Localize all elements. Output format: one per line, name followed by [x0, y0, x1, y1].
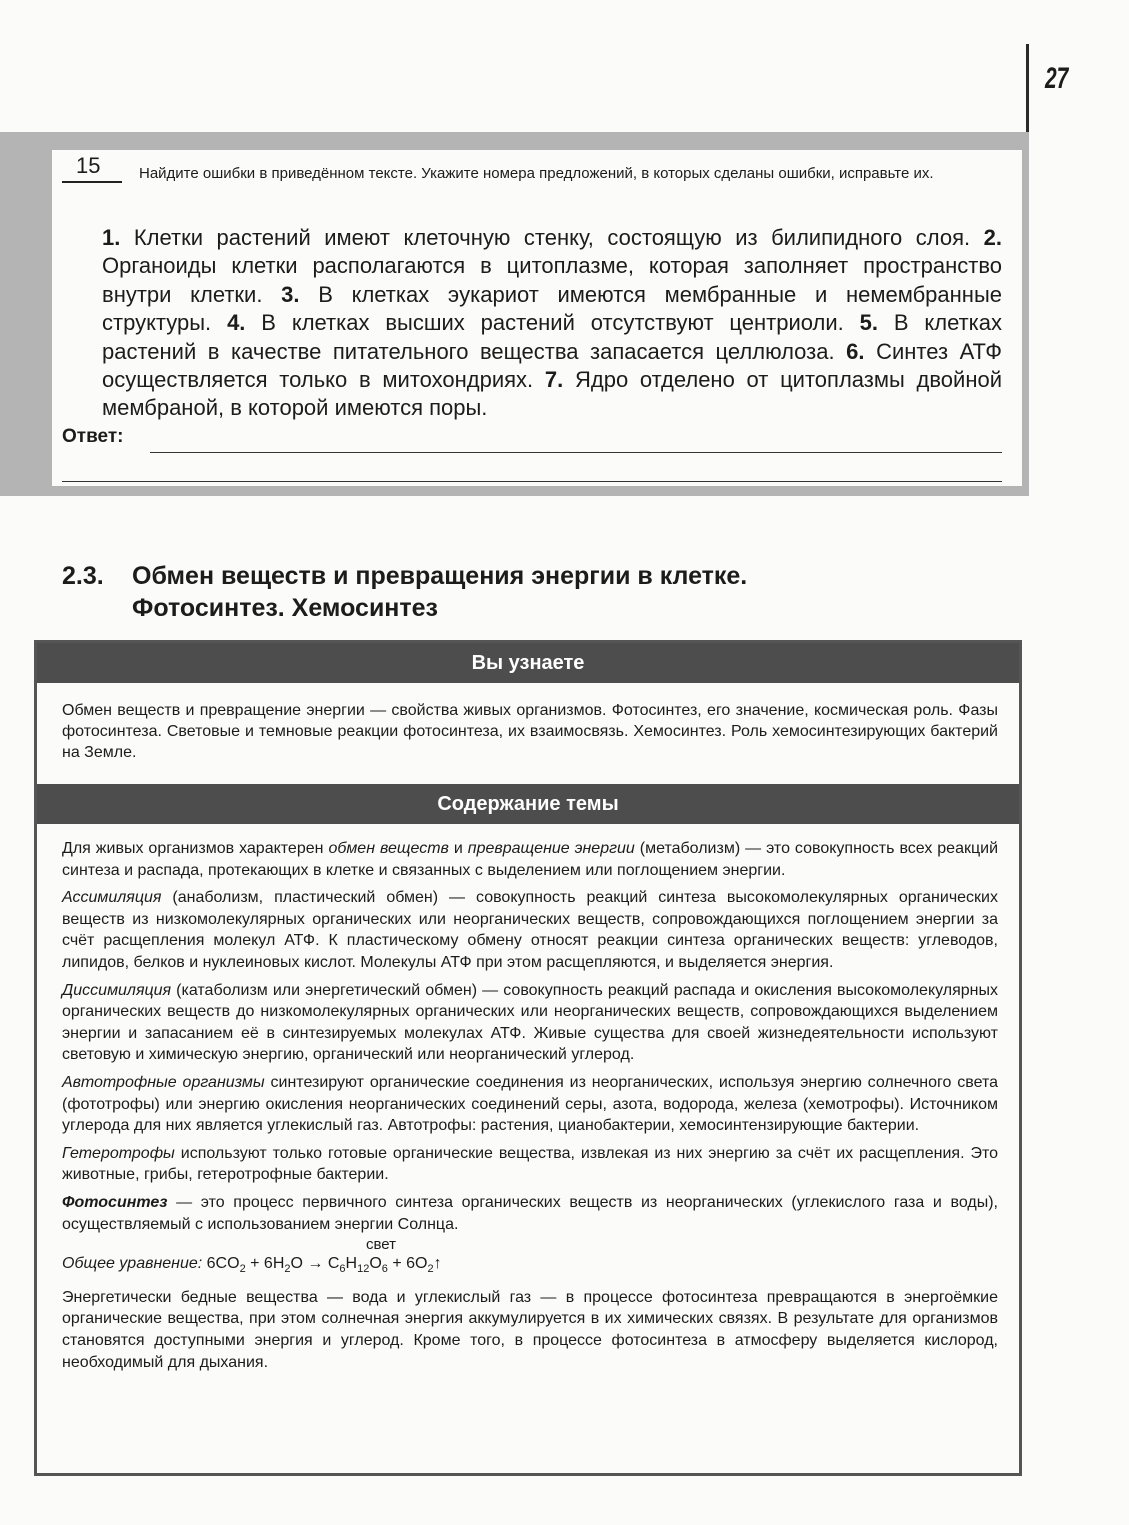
answer-line[interactable]	[150, 452, 1002, 453]
text: используют только готовые органические вещества, извлекая из них энергию за счёт их расщепления. Это животные, грибы, гетеротрофные бактерии.	[62, 1144, 998, 1184]
sentence-text: В клетках растений в качестве питательного вещества запасается целлюлоза.	[102, 310, 1003, 364]
sentence-number: 2.	[983, 225, 1002, 250]
sentence-text: Клетки растений имеют клеточную стенку, состоящую из билипидного слоя.	[133, 225, 971, 250]
sentence-text: Синтез АТФ осуществляется только в митохондриях.	[102, 338, 1002, 393]
task-number: 15	[76, 153, 101, 178]
term: Автотрофные организмы	[62, 1073, 265, 1091]
text: (катаболизм или энергетический обмен) — совокупность реакций распада и окисления высокомолекулярных органических веществ до низкомолекулярных органических или неорганических веществ, сопровождающихся выделением энергии и запасанием её в синтезируемых молекулах АТФ. Живые существа для своей жизнедеятельности используют световую и химическую энергию, органический или неорганический углерод.	[62, 981, 998, 1064]
term: Гетеротрофы	[62, 1144, 175, 1162]
sentence-number: 7.	[544, 367, 564, 393]
term: Диссимиляция	[62, 981, 172, 999]
text: синтезируют органические соединения из неорганических, используя энергию солнечного света (фототрофы) или энергию окисления неорганических соединений серы, азота, водорода, железа (хемотрофы). Источником углерода для них является углекислый газ. Автотрофы: растения, цианобактерии, хемосинтензирующие бактерии.	[62, 1073, 998, 1135]
sentence-text: В клетках эукариот имеются мембранные и немембранные структуры.	[102, 281, 1002, 336]
text: Для живых организмов характерен	[62, 840, 329, 857]
paragraph-metabolism	[62, 838, 998, 881]
paragraph-dissimilation	[62, 980, 998, 1066]
task-instruction: Найдите ошибки в приведённом тексте. Укажите номера предложений, в которых сделаны ошибки, исправьте их.	[139, 165, 934, 182]
paragraph-autotrophs	[62, 1072, 998, 1137]
term: Фотосинтез	[62, 1193, 168, 1211]
equation-light-label: свет	[366, 1236, 397, 1254]
page-number: 27	[1045, 62, 1069, 95]
topic-content-header: Содержание темы	[37, 784, 1019, 824]
text: — это процесс первичного синтеза органических веществ из неорганических (углекислого газа и воды), осуществляемый с использованием энергии Солнца.	[62, 1193, 998, 1233]
topic-content	[62, 838, 998, 1379]
term: Ассимиляция	[62, 889, 162, 907]
paragraph-assimilation	[62, 887, 998, 973]
sentence-text: Органоиды клетки располагаются в цитоплазме, которая заполняет пространство внутри клетки.	[102, 253, 1002, 307]
sentence-text: В клетках высших растений отсутствуют центриоли.	[261, 310, 844, 336]
term: превращение энергии	[467, 840, 635, 857]
section-heading	[62, 560, 747, 624]
task-number-underline	[62, 181, 122, 183]
section-number: 2.3.	[62, 562, 104, 590]
sentence-number: 3.	[281, 281, 300, 307]
task-text	[102, 224, 1002, 423]
you-will-learn-header: Вы узнаете	[37, 643, 1019, 683]
paragraph-energy	[62, 1287, 998, 1373]
section-title-line1: Обмен веществ и превращения энергии в клетке.	[132, 562, 748, 590]
photosynthesis-equation	[62, 1236, 998, 1281]
text: и	[448, 840, 468, 857]
equation-formula: $6CO_2 + 6H_2O \to C_6H_{12}O_6$ + $6O_2↑$	[206, 1255, 442, 1276]
section-title-line2: Фотосинтез. Хемосинтез	[132, 594, 438, 622]
answer-label: Ответ:	[62, 426, 124, 447]
sentence-text: Ядро отделено от цитоплазмы двойной мембраной, в которой имеются поры.	[102, 367, 1002, 421]
equation-label: Общее уравнение:	[62, 1255, 203, 1273]
sentence-number: 6.	[846, 338, 865, 364]
answer-line[interactable]	[62, 481, 1002, 482]
paragraph-heterotrophs	[62, 1143, 998, 1186]
sentence-number: 4.	[227, 310, 246, 336]
text: Энергетически бедные вещества — вода и углекислый газ — в процессе фотосинтеза превращаются в энергоёмкие органические вещества, при этом солнечная энергия аккумулируется в их химических связях. В результате для организмов становятся доступными энергия и углерод. Кроме того, в процессе фотосинтеза в атмосферу выделяется кислород, необходимый для дыхания.	[62, 1288, 998, 1371]
you-will-learn-text: Обмен веществ и превращение энергии — свойства живых организмов. Фотосинтез, его значение, космическая роль. Фазы фотосинтеза. Световые и темновые реакции фотосинтеза, их взаимосвязь. Хемосинтез. Роль хемосинтезирующих бактерий на Земле.	[62, 702, 998, 761]
term: обмен веществ	[328, 840, 449, 857]
sentence-number: 1.	[102, 225, 121, 250]
sentence-number: 5.	[859, 310, 878, 336]
paragraph-photosynthesis	[62, 1192, 998, 1235]
text: (анаболизм, пластический обмен) — совокупность реакций синтеза высокомолекулярных органических веществ из низкомолекулярных органических или неорганических веществ, сопровождающихся поглощением энергии за счёт расщепления молекул АТФ. К пластическому обмену относят реакции синтеза органических веществ: углеводов, липидов, белков и нуклеиновых кислот. Молекулы АТФ при этом расщепляются, и выделяется энергия.	[62, 889, 998, 971]
text: (метаболизм) — это совокупность всех реакций синтеза и распада, протекающих в клетке и связанных с выделением или поглощением энергии.	[62, 840, 999, 879]
